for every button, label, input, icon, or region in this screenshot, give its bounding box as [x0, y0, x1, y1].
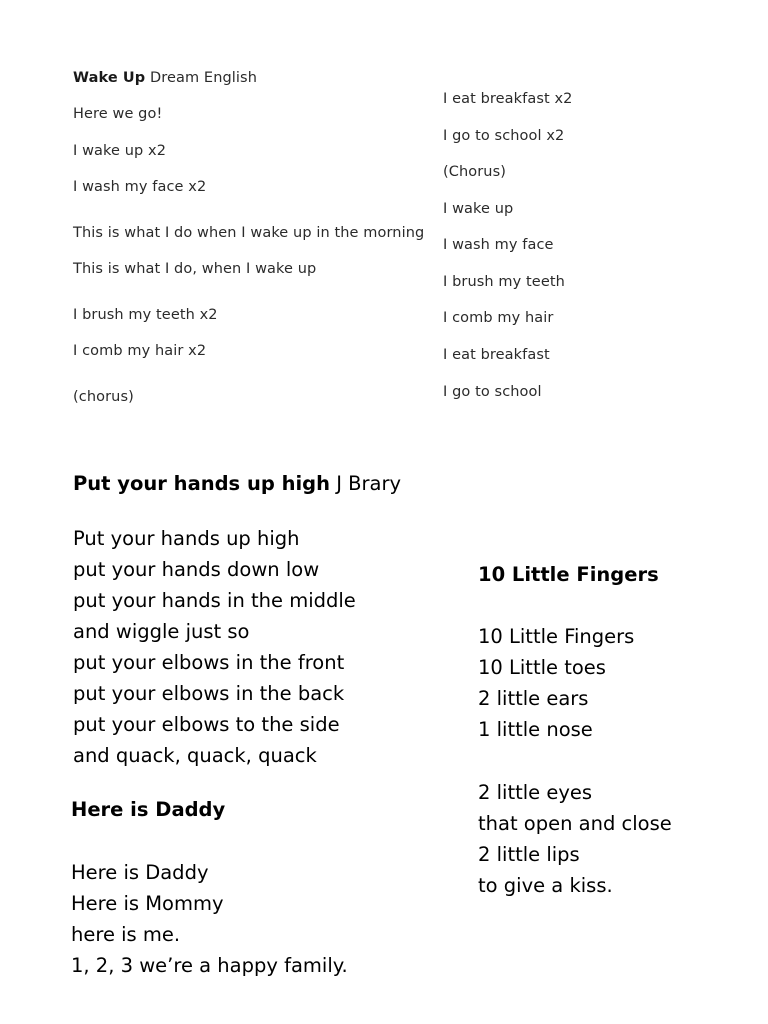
wake-up-line: This is what I do when I wake up in the morning — [73, 225, 425, 241]
ten-fingers-line: 2 little lips — [478, 843, 580, 866]
wake-up-line: I comb my hair x2 — [73, 343, 207, 359]
wake-up-line: I wash my face x2 — [73, 179, 207, 195]
hands-up-heading — [73, 472, 401, 495]
hands-up-line: put your elbows in the front — [73, 651, 345, 674]
wake-up-line: I wake up — [443, 201, 514, 217]
wake-up-author: Dream English — [149, 70, 257, 86]
here-is-daddy-line: here is me. — [71, 923, 181, 946]
hands-up-line: put your elbows to the side — [73, 713, 340, 736]
ten-fingers-line: 10 Little toes — [478, 656, 606, 679]
wake-up-line: This is what I do, when I wake up — [73, 261, 317, 277]
wake-up-line: (Chorus) — [443, 164, 507, 180]
wake-up-line: I eat breakfast — [443, 347, 550, 363]
hands-up-line: put your hands down low — [73, 558, 320, 581]
hands-up-line: put your elbows in the back — [73, 682, 345, 705]
wake-up-line: I brush my teeth — [443, 274, 565, 290]
wake-up-line: I wake up x2 — [73, 143, 167, 159]
hands-up-author: J Brary — [336, 472, 402, 495]
here-is-daddy-title: Here is Daddy — [71, 798, 226, 821]
ten-fingers-line: 1 little nose — [478, 718, 593, 741]
wake-up-line: Here we go! — [73, 106, 163, 122]
ten-fingers-line: that open and close — [478, 812, 672, 835]
wake-up-line: I comb my hair — [443, 310, 554, 326]
hands-up-verse — [73, 523, 356, 771]
ten-fingers-line: 10 Little Fingers — [478, 625, 635, 648]
ten-fingers-line: 2 little eyes — [478, 781, 593, 804]
hands-up-line: and quack, quack, quack — [73, 744, 317, 767]
wake-up-heading — [73, 70, 257, 86]
here-is-daddy-line: Here is Mommy — [71, 892, 224, 915]
ten-fingers-line: to give a kiss. — [478, 874, 613, 897]
wake-up-line: I wash my face — [443, 237, 554, 253]
ten-fingers-line: 2 little ears — [478, 687, 589, 710]
hands-up-title: Put your hands up high — [73, 472, 330, 495]
hands-up-line: and wiggle just so — [73, 620, 250, 643]
wake-up-title: Wake Up — [73, 70, 146, 86]
hands-up-line: Put your hands up high — [73, 527, 300, 550]
ten-fingers-verse-1 — [478, 621, 634, 745]
ten-fingers-title: 10 Little Fingers — [478, 563, 659, 586]
wake-up-line: (chorus) — [73, 389, 134, 405]
here-is-daddy-line: 1, 2, 3 we’re a happy family. — [71, 954, 348, 977]
hands-up-line: put your hands in the middle — [73, 589, 356, 612]
ten-fingers-verse-2 — [478, 777, 672, 901]
wake-up-line: I eat breakfast x2 — [443, 91, 573, 107]
wake-up-line: I go to school x2 — [443, 128, 565, 144]
wake-up-line: I brush my teeth x2 — [73, 307, 218, 323]
here-is-daddy-line: Here is Daddy — [71, 861, 209, 884]
here-is-daddy-verse — [71, 857, 348, 981]
wake-up-line: I go to school — [443, 384, 542, 400]
